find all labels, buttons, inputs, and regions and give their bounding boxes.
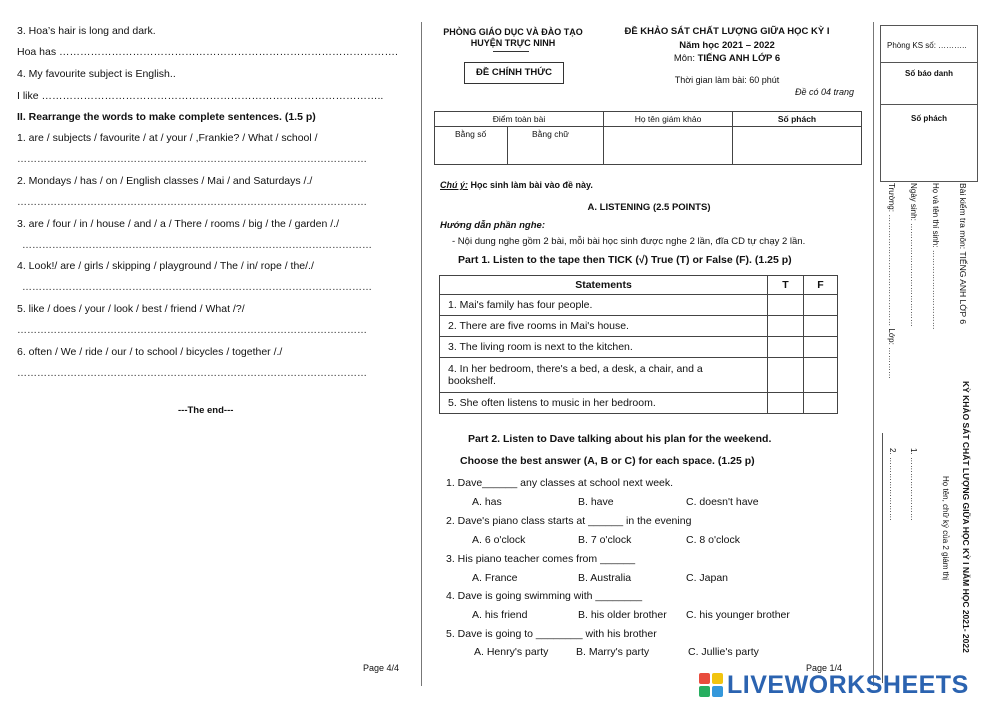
school-year: Năm học 2021 – 2022 [679, 40, 775, 51]
subject-name: TIẾNG ANH LỚP 6 [697, 53, 781, 64]
mcq-question-5: 5. Dave is going to ________ with his brother [446, 628, 657, 640]
exam-title: ĐỀ KHẢO SÁT CHẤT LƯỢNG GIỮA HỌC KỲ I [624, 26, 830, 37]
mcq-5-option-b[interactable]: B. Marry's party [576, 646, 650, 658]
statement-1: 1. Mai's family has four people. [440, 295, 768, 316]
side-exam-title: KỲ KHẢO SÁT CHẤT LƯỢNG GIỮA HỌC KỲ I NĂM HỌC 2021- 2022 [961, 381, 971, 653]
mcq-question-1: 1. Dave______ any classes at school next week. [446, 477, 674, 489]
false-checkbox-1[interactable] [804, 295, 838, 316]
rearrange-a2[interactable]: …………………………………………………………………………………………… [17, 197, 367, 208]
side-signature-border [882, 433, 883, 683]
side-supervisor-1[interactable]: 1. …………………… [909, 448, 918, 521]
score-by-words[interactable]: Bằng chữ [508, 127, 604, 165]
true-false-table [439, 275, 838, 414]
false-checkbox-4[interactable] [804, 358, 838, 393]
statement-5: 5. She often listens to music in her bedroom. [440, 393, 768, 414]
examiner-cell[interactable] [604, 127, 733, 165]
rearrange-a1[interactable]: …………………………………………………………………………………………… [17, 154, 367, 165]
statements-header: Statements [440, 276, 768, 295]
mcq-1-option-b[interactable]: B. have [578, 496, 614, 508]
true-header: T [768, 276, 804, 295]
mcq-4-option-b[interactable]: B. his older brother [578, 609, 667, 621]
mcq-5-option-c[interactable]: C. Jullie's party [688, 646, 759, 658]
mcq-3-option-c[interactable]: C. Japan [686, 572, 729, 584]
mcq-question-4: 4. Dave is going swimming with ________ [446, 590, 643, 602]
mcq-3-option-a[interactable]: A. France [472, 572, 518, 584]
subject-line [606, 53, 848, 64]
side-birthdate[interactable]: Ngày sinh: ………………………………… [909, 183, 918, 328]
code-number-header: Số phách [733, 112, 862, 127]
rearrange-a4[interactable]: …………………………………………………………………………………………… [22, 282, 372, 293]
mcq-2-option-c[interactable]: C. 8 o'clock [686, 534, 740, 546]
statement-3: 3. The living room is next to the kitchen. [440, 337, 768, 358]
time-limit: Thời gian làm bài: 60 phút [674, 75, 780, 85]
rearrange-q6: 6. often / We / ride / our / to school / bicycles / together /./ [17, 346, 283, 358]
page-divider [421, 22, 422, 686]
rearrange-a6[interactable]: …………………………………………………………………………………………… [17, 368, 367, 379]
score-total-header: Điểm toàn bài [435, 112, 604, 127]
page-number-right: Page 1/4 [806, 663, 843, 673]
side-code-box [880, 25, 978, 182]
listening-heading: A. LISTENING (2.5 POINTS) [587, 202, 711, 213]
candidate-number-label: Số báo danh [905, 69, 953, 78]
note-line [440, 180, 593, 191]
code-number-label: Số phách [910, 114, 947, 123]
part2-heading: Part 2. Listen to Dave talking about his plan for the weekend. [468, 433, 772, 445]
code-number-cell[interactable] [733, 127, 862, 165]
false-checkbox-3[interactable] [804, 337, 838, 358]
statement-2: 2. There are five rooms in Mai's house. [440, 316, 768, 337]
examiner-header: Họ tên giám khảo [604, 112, 733, 127]
statement-4: 4. In her bedroom, there's a bed, a desk, a chair, and a bookshelf. [440, 358, 768, 393]
the-end: ---The end--- [178, 405, 234, 416]
mcq-4-option-a[interactable]: A. his friend [472, 609, 528, 621]
listening-guide-label: Hướng dẫn phần nghe: [440, 220, 545, 231]
department-line1: PHÒNG GIÁO DỤC VÀ ĐÀO TẠO [443, 27, 583, 37]
subject-label: Môn: [673, 53, 695, 64]
department-line2: HUYỆN TRỰC NINH [470, 38, 556, 48]
rearrange-q2: 2. Mondays / has / on / English classes / Mai / and Saturdays /./ [17, 175, 313, 187]
rearrange-q4: 4. Look!/ are / girls / skipping / playground / The / in/ rope / the/./ [17, 260, 314, 272]
official-exam-box: ĐỀ CHÍNH THỨC [464, 62, 564, 84]
true-checkbox-2[interactable] [768, 316, 804, 337]
page-count: Đề có 04 trang [795, 87, 855, 97]
rearrange-q1: 1. are / subjects / favourite / at / your / ,Frankie? / What / school / [17, 132, 318, 144]
q4-prompt: 4. My favourite subject is English.. [17, 68, 176, 80]
mcq-3-option-b[interactable]: B. Australia [578, 572, 632, 584]
false-checkbox-5[interactable] [804, 393, 838, 414]
q4-answer-line[interactable]: I like …………………………………………………………………………………….. [17, 90, 384, 102]
true-checkbox-4[interactable] [768, 358, 804, 393]
mcq-question-3: 3. His piano teacher comes from ______ [446, 553, 636, 565]
false-checkbox-2[interactable] [804, 316, 838, 337]
false-header: F [804, 276, 838, 295]
liveworksheets-wordmark: LIVEWORKSHEETS [727, 671, 969, 699]
rearrange-a5[interactable]: …………………………………………………………………………………………… [17, 325, 367, 336]
rearrange-q3: 3. are / four / in / house / and / a / There / rooms / big / the / garden /./ [17, 218, 339, 230]
note-label: Chú ý: [440, 180, 468, 190]
q3-prompt: 3. Hoa’s hair is long and dark. [17, 25, 156, 37]
true-checkbox-5[interactable] [768, 393, 804, 414]
side-supervisors-label: Họ tên, chữ ký của 2 giám thị [941, 476, 950, 581]
listening-guide: - Nội dung nghe gồm 2 bài, mỗi bài học sinh được nghe 2 lần, đĩa CD tự chạy 2 lần. [452, 236, 806, 247]
section2-heading: II. Rearrange the words to make complete sentences. (1.5 p) [17, 111, 316, 123]
true-checkbox-3[interactable] [768, 337, 804, 358]
score-table [434, 111, 862, 165]
liveworksheets-logo-icon [699, 673, 723, 697]
side-supervisor-2[interactable]: 2. …………………… [888, 448, 897, 521]
side-divider [873, 22, 874, 686]
side-student-name[interactable]: Họ và tên thí sinh: ………………………… [931, 183, 940, 330]
side-box-rule-2 [881, 104, 977, 105]
mcq-2-option-a[interactable]: A. 6 o'clock [472, 534, 526, 546]
mcq-1-option-a[interactable]: A. has [472, 496, 502, 508]
part2-instruction: Choose the best answer (A, B or C) for each space. (1.25 p) [460, 455, 755, 467]
room-number: Phòng KS số: ……….. [887, 41, 967, 50]
q3-answer-line[interactable]: Hoa has ……………………………………………………………………………………. [17, 46, 398, 58]
header-underline [493, 51, 529, 52]
mcq-1-option-c[interactable]: C. doesn't have [686, 496, 759, 508]
side-subject: Bài kiểm tra môn: TIẾNG ANH LỚP 6 [958, 183, 968, 325]
note-text: Học sinh làm bài vào đề này. [470, 180, 593, 190]
rearrange-q5: 5. like / does / your / look / best / friend / What /?/ [17, 303, 245, 315]
page-number-left: Page 4/4 [363, 663, 400, 673]
mcq-2-option-b[interactable]: B. 7 o'clock [578, 534, 632, 546]
score-by-number[interactable]: Bằng số [435, 127, 508, 165]
mcq-4-option-c[interactable]: C. his younger brother [686, 609, 790, 621]
true-checkbox-1[interactable] [768, 295, 804, 316]
mcq-question-2: 2. Dave's piano class starts at ______ in the evening [446, 515, 692, 527]
side-school-class[interactable]: Trường: …………………………………… Lớp: ………… [887, 183, 896, 380]
part1-heading: Part 1. Listen to the tape then TICK (√) True (T) or False (F). (1.25 p) [458, 254, 792, 266]
mcq-5-option-a[interactable]: A. Henry's party [474, 646, 549, 658]
side-box-rule [881, 62, 977, 63]
rearrange-a3[interactable]: …………………………………………………………………………………………… [22, 240, 372, 251]
